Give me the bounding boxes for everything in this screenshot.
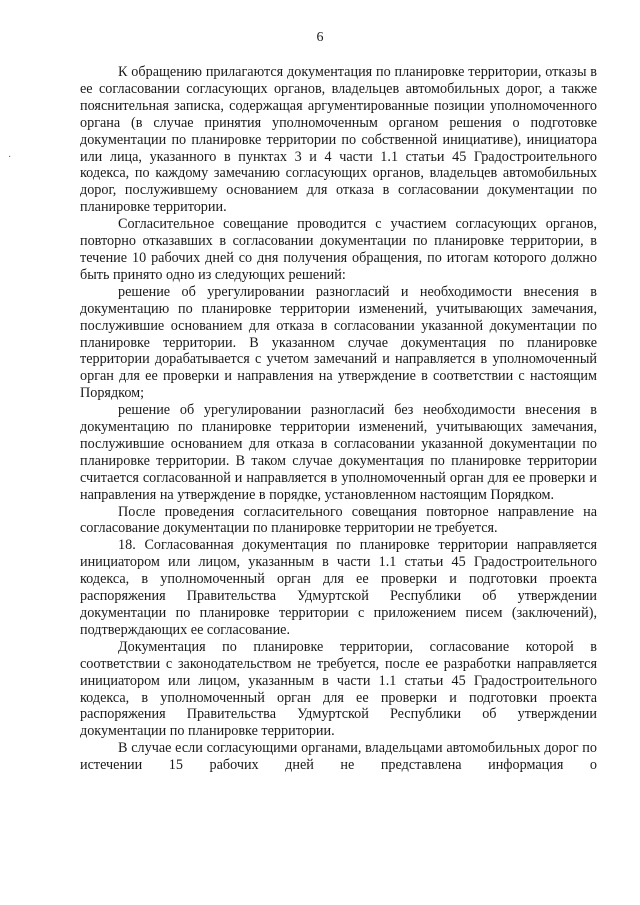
paragraph-conciliation-meeting: Согласительное совещание проводится с участием согласующих органов, повторно отказавших в согласовании документации по планировке территории, в течение 10 рабочих дней со дня получения обращения, по итогам которого должно быть принято одно из следующих решений:	[80, 216, 597, 283]
paragraph-decision-without-changes: решение об урегулировании разногласий без необходимости внесения в документацию по планировке территории изменений, учитывающих замечания, послужившие основанием для отказа в согласовании указанной документации по планировке территории. В таком случае документация по планировке территории считается согласованной и направляется в уполномоченный орган для ее проверки и направления на утверждение в порядке, установленном настоящим Порядком.	[80, 402, 597, 503]
paragraph-no-approval-required: Документация по планировке территории, согласование которой в соответствии с законодательством не требуется, после ее разработки направляется инициатором или лицом, указанным в части 1.1 статьи 45 Градостроительного кодекса, в уполномоченный орган для ее проверки и подготовки проекта распоряжения Правительства Удмуртской Республики об утверждении документации по планировке территории.	[80, 638, 597, 740]
page-number: 6	[316, 30, 324, 45]
paragraph-attachments: К обращению прилагаются документация по планировке территории, отказы в ее согласовании согласующих органов, владельцев автомобильных дорог, а также пояснительная записка, содержащая аргументированные позиции уполномоченного органа (в случае принятия уполномоченным органом решения о подготовке документации по планировке территории по собственной инициативе), инициатора или лица, указанного в пунктах 3 и 4 части 1.1 статьи 45 Градостроительного кодекса, по каждому замечанию согласующих органов, владельцев автомобильных дорог, послужившему основанием для отказа в согласовании документации по планировке территории.	[80, 64, 597, 216]
paragraph-if-no-information: В случае если согласующими органами, владельцами автомобильных дорог по истечении 15 рабочих дней не представлена информация о	[80, 740, 597, 774]
document-body	[80, 64, 597, 774]
paragraph-after-meeting: После проведения согласительного совещания повторное направление на согласование документации по планировке территории не требуется.	[80, 503, 597, 537]
paragraph-decision-with-changes: решение об урегулировании разногласий и необходимости внесения в документацию по планировке территории изменений, учитывающих замечания, послужившие основанием для отказа в согласовании указанной документации по планировке территории. В указанном случае документация по планировке территории дорабатывается с учетом замечаний и направляется в уполномоченный орган для ее проверки и направления на утверждение в соответствии с настоящим Порядком;	[80, 283, 597, 402]
margin-mark: ·	[8, 152, 12, 163]
paragraph-item-18: 18. Согласованная документация по планировке территории направляется инициатором или лицом, указанным в части 1.1 статьи 45 Градостроительного кодекса, в уполномоченный орган для ее проверки и подготовки проекта распоряжения Правительства Удмуртской Республики об утверждении документации по планировке территории с приложением писем (заключений), подтверждающих ее согласование.	[80, 537, 597, 638]
